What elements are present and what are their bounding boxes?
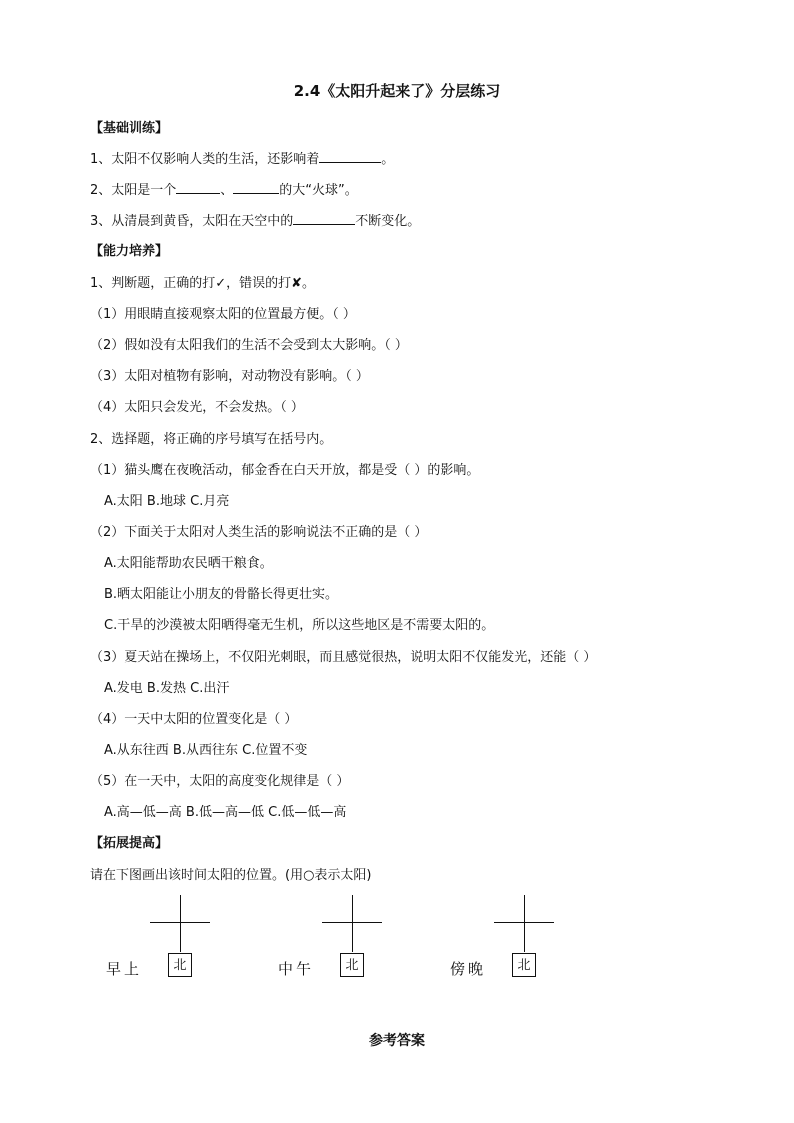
- pole-line: [352, 895, 353, 952]
- section-basic: 【基础训练】: [90, 121, 169, 136]
- basic-question-2: [90, 179, 358, 198]
- cross-line: [322, 922, 382, 923]
- section-extend: 【拓展提高】: [90, 836, 169, 851]
- answer-blank[interactable]: [319, 150, 381, 163]
- diagram-label: 中午: [278, 960, 315, 978]
- answer-blank[interactable]: [176, 181, 220, 194]
- basic-q3-text: 3、从清晨到黄昏，太阳在天空中的: [90, 214, 294, 229]
- diagram-label: 早上: [106, 960, 143, 978]
- judge-item-2: （2）假如没有太阳我们的生活不会受到太大影响。（ ）: [90, 338, 408, 353]
- choice-question-5: （5）在一天中，太阳的高度变化规律是（ ）: [90, 774, 350, 789]
- section-ability: 【能力培养】: [90, 244, 169, 259]
- choice-q5-options: A.高—低—高 B.低—高—低 C.低—低—高: [104, 805, 347, 820]
- basic-q1-text: 1、太阳不仅影响人类的生活，还影响着: [90, 152, 320, 167]
- diagram-label: 傍晚: [450, 960, 487, 978]
- choice-q2-option-b: B.晒太阳能让小朋友的骨骼长得更壮实。: [104, 587, 339, 602]
- choice-question-1: （1）猫头鹰在夜晚活动，郁金香在白天开放，都是受（ ）的影响。: [90, 463, 480, 478]
- pole-line: [524, 895, 525, 952]
- page-title: 2.4《太阳升起来了》分层练习: [293, 82, 501, 100]
- basic-q2-end: 的大“火球”。: [279, 183, 358, 198]
- judge-item-4: （4）太阳只会发光，不会发热。（ ）: [90, 400, 304, 415]
- choice-intro: 2、选择题，将正确的序号填写在括号内。: [90, 432, 333, 447]
- judge-item-1: （1）用眼睛直接观察太阳的位置最方便。（ ）: [90, 307, 356, 322]
- choice-q4-options: A.从东往西 B.从西往东 C.位置不变: [104, 743, 308, 758]
- basic-q2-text: 2、太阳是一个: [90, 183, 177, 198]
- sun-diagram-evening[interactable]: [450, 890, 650, 990]
- basic-q3-end: 不断变化。: [355, 214, 421, 229]
- choice-q2-option-a: A.太阳能帮助农民晒干粮食。: [104, 556, 273, 571]
- choice-question-2: （2）下面关于太阳对人类生活的影响说法不正确的是（ ）: [90, 525, 428, 540]
- judge-item-3: （3）太阳对植物有影响，对动物没有影响。（ ）: [90, 369, 369, 384]
- basic-question-1: [90, 148, 394, 167]
- choice-question-3: （3）夏天站在操场上，不仅阳光刺眼，而且感觉很热，说明太阳不仅能发光，还能（ ）: [90, 650, 597, 665]
- basic-question-3: [90, 210, 420, 229]
- choice-question-4: （4）一天中太阳的位置变化是（ ）: [90, 712, 298, 727]
- answer-blank[interactable]: [293, 212, 355, 225]
- choice-q1-options: A.太阳 B.地球 C.月亮: [104, 494, 230, 509]
- cross-line: [494, 922, 554, 923]
- sun-diagram-morning[interactable]: [106, 890, 306, 990]
- judge-intro: 1、判断题，正确的打✓，错误的打✘。: [90, 276, 316, 291]
- sun-diagram-noon[interactable]: [278, 890, 478, 990]
- north-box: 北: [168, 953, 192, 977]
- basic-q1-end: 。: [381, 152, 395, 167]
- basic-q2-sep: 、: [220, 183, 234, 198]
- north-box: 北: [512, 953, 536, 977]
- pole-line: [180, 895, 181, 952]
- north-box: 北: [340, 953, 364, 977]
- choice-q3-options: A.发电 B.发热 C.出汗: [104, 681, 230, 696]
- extend-instruction: 请在下图画出该时间太阳的位置。(用○表示太阳): [90, 868, 372, 883]
- answer-blank[interactable]: [233, 181, 279, 194]
- choice-q2-option-c: C.干旱的沙漠被太阳晒得毫无生机，所以这些地区是不需要太阳的。: [104, 618, 495, 633]
- answer-title: 参考答案: [369, 1033, 425, 1049]
- cross-line: [150, 922, 210, 923]
